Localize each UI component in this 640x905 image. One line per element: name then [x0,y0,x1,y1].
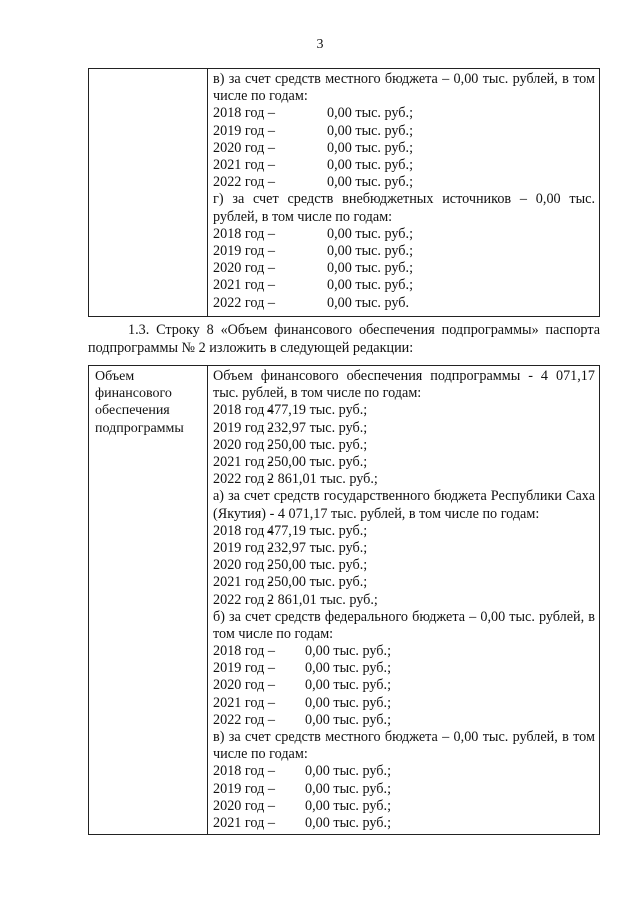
year-label: 2022 год - [213,471,273,488]
year-amount: 2 861,01 тыс. руб.; [267,471,378,488]
year-amount: 0,00 тыс. руб.; [305,677,392,694]
year-label: 2021 год - [213,453,273,470]
page-number: 3 [316,37,324,52]
year-amount: 250,00 тыс. руб.; [267,453,368,470]
year-amount: 0,00 тыс. руб.; [327,139,414,156]
row-label: Объем финансового обеспечения подпрограммы [95,369,184,436]
year-label: 2021 год – [213,156,275,173]
year-row [213,712,595,729]
year-amount: 0,00 тыс. руб.; [305,643,392,660]
year-row [213,798,595,815]
year-amount: 0,00 тыс. руб.; [305,694,392,711]
extrabudgetary-years [213,226,595,312]
year-amount: 0,00 тыс. руб.; [327,156,414,173]
year-label: 2021 год – [213,277,275,294]
year-row [213,574,595,591]
year-label: 2018 год - [213,402,273,419]
content-cell [208,69,600,317]
year-amount: 0,00 тыс. руб.; [327,105,414,122]
year-row [213,660,595,677]
year-label: 2021 год – [213,694,275,711]
year-amount: 250,00 тыс. руб.; [267,574,368,591]
year-label: 2018 год – [213,225,275,242]
year-amount: 0,00 тыс. руб.; [327,122,414,139]
year-row [213,695,595,712]
year-label: 2021 год – [213,815,275,831]
year-row [213,557,595,574]
total-paragraph: Объем финансового обеспечения подпрограммы - 4 071,17 тыс. рублей, в том числе по годам: [213,368,595,402]
year-row [213,157,595,174]
year-row [213,643,595,660]
year-label: 2020 год – [213,260,275,277]
year-row [213,226,595,243]
year-label: 2018 год – [213,763,275,780]
state-budget-paragraph: а) за счет средств государственного бюджета Республики Саха (Якутия) - 4 071,17 тыс. рублей, в том числе по годам: [213,488,595,522]
year-row [213,174,595,191]
year-row [213,402,595,419]
year-label: 2021 год - [213,574,273,591]
year-amount: 250,00 тыс. руб.; [267,436,368,453]
year-label: 2020 год – [213,139,275,156]
year-amount: 232,97 тыс. руб.; [267,539,368,556]
passport-table-subprogram-2 [88,365,600,835]
year-label: 2020 год – [213,797,275,814]
local-budget-paragraph: в) за счет средств местного бюджета – 0,00 тыс. рублей, в том числе по годам: [213,71,595,105]
year-amount: 0,00 тыс. руб.; [327,225,414,242]
state-budget-years [213,523,595,609]
year-label: 2018 год - [213,522,273,539]
year-row [213,437,595,454]
year-label: 2020 год - [213,436,273,453]
year-row [213,105,595,122]
amendment-instruction [88,321,600,357]
row-label-cell [89,366,208,835]
federal-budget-paragraph: б) за счет средств федерального бюджета – 0,00 тыс. рублей, в том числе по годам: [213,608,595,642]
year-row [213,781,595,798]
year-amount: 0,00 тыс. руб.; [305,763,392,780]
year-row [213,123,595,140]
year-amount: 477,19 тыс. руб.; [267,402,368,419]
year-amount: 0,00 тыс. руб.; [305,797,392,814]
year-amount: 0,00 тыс. руб.; [305,815,392,831]
year-amount: 2 861,01 тыс. руб.; [267,591,378,608]
year-row [213,140,595,157]
year-label: 2020 год - [213,557,273,574]
year-amount: 477,19 тыс. руб.; [267,522,368,539]
total-years [213,402,595,488]
year-row [213,540,595,557]
year-label: 2019 год – [213,780,275,797]
federal-budget-years [213,643,595,729]
local-budget-years [213,105,595,191]
year-amount: 0,00 тыс. руб.; [327,242,414,259]
year-row [213,471,595,488]
empty-label-cell [89,69,208,317]
year-label: 2022 год – [213,294,275,311]
year-amount: 0,00 тыс. руб.; [327,260,414,277]
year-amount: 0,00 тыс. руб.; [305,780,392,797]
content-cell [208,366,600,835]
year-row [213,677,595,694]
year-row [213,277,595,294]
year-label: 2019 год - [213,539,273,556]
instruction-text: 1.3. Строку 8 «Объем финансового обеспечения подпрограммы» паспорта подпрограммы № 2 изложить в следующей редакции: [88,322,600,356]
year-label: 2020 год – [213,677,275,694]
year-row [213,243,595,260]
year-amount: 250,00 тыс. руб.; [267,557,368,574]
year-row [213,454,595,471]
year-label: 2018 год – [213,105,275,122]
year-amount: 0,00 тыс. руб. [327,294,410,311]
year-amount: 0,00 тыс. руб.; [305,660,392,677]
year-label: 2022 год - [213,591,273,608]
local-budget-years [213,763,595,832]
year-amount: 0,00 тыс. руб.; [305,711,392,728]
year-row [213,295,595,312]
year-row [213,815,595,832]
year-label: 2019 год – [213,660,275,677]
year-row [213,763,595,780]
year-amount: 232,97 тыс. руб.; [267,419,368,436]
year-amount: 0,00 тыс. руб.; [327,174,414,191]
year-label: 2019 год - [213,419,273,436]
year-row [213,420,595,437]
year-label: 2018 год – [213,643,275,660]
extrabudgetary-paragraph: г) за счет средств внебюджетных источников – 0,00 тыс. рублей, в том числе по годам: [213,191,595,225]
year-label: 2022 год – [213,711,275,728]
year-label: 2019 год – [213,122,275,139]
year-row [213,592,595,609]
year-row [213,260,595,277]
year-row [213,523,595,540]
year-label: 2022 год – [213,174,275,191]
passport-table-continuation [88,68,600,317]
year-label: 2019 год – [213,242,275,259]
local-budget-paragraph: в) за счет средств местного бюджета – 0,00 тыс. рублей, в том числе по годам: [213,729,595,763]
year-amount: 0,00 тыс. руб.; [327,277,414,294]
